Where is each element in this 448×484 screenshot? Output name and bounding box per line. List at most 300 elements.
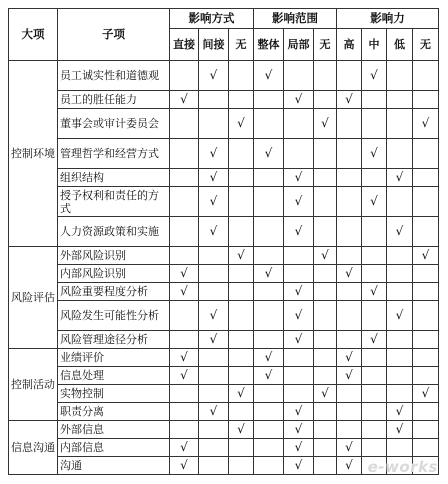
table-row: [9, 403, 439, 421]
mark-low: [387, 421, 413, 439]
check-mark-icon: √: [180, 440, 188, 454]
mark-direct: [170, 331, 199, 349]
mark-direct: [170, 109, 199, 139]
mark-high: [337, 265, 362, 283]
mark-way-none: [229, 349, 254, 367]
subheader-power-none: 无: [413, 29, 439, 61]
mark-way-none: [229, 265, 254, 283]
mark-scope-none: [314, 385, 337, 403]
mark-low: [387, 439, 413, 457]
mark-high: [337, 457, 362, 475]
mark-overall: [254, 61, 284, 91]
mark-direct: [170, 301, 199, 331]
mark-way-none: [229, 421, 254, 439]
impact-assessment-table: [8, 8, 439, 475]
mark-scope-none: [314, 457, 337, 475]
mark-power-none: [413, 217, 439, 247]
mark-direct: [170, 247, 199, 265]
mark-indirect: [199, 349, 229, 367]
mark-low: [387, 217, 413, 247]
category-cell: 控制活动: [9, 349, 58, 421]
check-mark-icon: √: [237, 248, 245, 262]
mark-overall: [254, 385, 284, 403]
mark-direct: [170, 91, 199, 109]
check-mark-icon: √: [180, 284, 188, 298]
mark-low: [387, 109, 413, 139]
mark-partial: [284, 139, 314, 169]
mark-medium: [362, 367, 387, 385]
check-mark-icon: √: [321, 248, 329, 262]
mark-power-none: [413, 247, 439, 265]
subheader-low: 低: [387, 29, 413, 61]
mark-way-none: [229, 367, 254, 385]
mark-way-none: [229, 187, 254, 217]
mark-high: [337, 331, 362, 349]
mark-medium: [362, 217, 387, 247]
mark-way-none: [229, 439, 254, 457]
check-mark-icon: √: [294, 458, 303, 472]
check-mark-icon: √: [421, 116, 430, 130]
mark-low: [387, 403, 413, 421]
mark-overall: [254, 439, 284, 457]
mark-medium: [362, 169, 387, 187]
item-label: 人力资源政策和实施: [58, 217, 170, 247]
mark-direct: [170, 403, 199, 421]
mark-medium: [362, 139, 387, 169]
mark-medium: [362, 283, 387, 301]
mark-scope-none: [314, 367, 337, 385]
mark-partial: [284, 349, 314, 367]
check-mark-icon: √: [395, 170, 404, 184]
check-mark-icon: √: [370, 194, 378, 208]
mark-overall: [254, 301, 284, 331]
subheader-high: 高: [337, 29, 362, 61]
mark-medium: [362, 385, 387, 403]
mark-direct: [170, 61, 199, 91]
item-label: 外部风险识别: [58, 247, 170, 265]
check-mark-icon: √: [180, 458, 188, 472]
item-label: 内部风险识别: [58, 265, 170, 283]
table-body: [9, 61, 439, 475]
item-label: 员工诚实性和道德观: [58, 61, 170, 91]
check-mark-icon: √: [345, 458, 353, 472]
mark-direct: [170, 187, 199, 217]
check-mark-icon: √: [321, 116, 329, 130]
mark-indirect: [199, 301, 229, 331]
mark-way-none: [229, 169, 254, 187]
mark-scope-none: [314, 109, 337, 139]
table-row: [9, 187, 439, 217]
mark-power-none: [413, 109, 439, 139]
mark-power-none: [413, 403, 439, 421]
mark-high: [337, 367, 362, 385]
mark-indirect: [199, 109, 229, 139]
check-mark-icon: √: [180, 350, 188, 364]
mark-scope-none: [314, 421, 337, 439]
table-row: [9, 301, 439, 331]
check-mark-icon: √: [209, 194, 218, 208]
mark-overall: [254, 331, 284, 349]
mark-medium: [362, 349, 387, 367]
mark-medium: [362, 421, 387, 439]
check-mark-icon: √: [264, 68, 273, 82]
mark-way-none: [229, 385, 254, 403]
mark-power-none: [413, 265, 439, 283]
check-mark-icon: √: [370, 332, 378, 346]
mark-partial: [284, 109, 314, 139]
mark-overall: [254, 109, 284, 139]
mark-indirect: [199, 283, 229, 301]
mark-indirect: [199, 265, 229, 283]
mark-scope-none: [314, 61, 337, 91]
mark-power-none: [413, 91, 439, 109]
table-row: [9, 331, 439, 349]
mark-indirect: [199, 439, 229, 457]
mark-power-none: [413, 301, 439, 331]
mark-overall: [254, 217, 284, 247]
mark-direct: [170, 265, 199, 283]
subheader-indirect: 间接: [199, 29, 229, 61]
check-mark-icon: √: [370, 284, 378, 298]
mark-indirect: [199, 385, 229, 403]
mark-scope-none: [314, 247, 337, 265]
mark-indirect: [199, 403, 229, 421]
mark-scope-none: [314, 283, 337, 301]
mark-scope-none: [314, 169, 337, 187]
item-label: 授予权利和责任的方式: [58, 187, 170, 217]
mark-partial: [284, 331, 314, 349]
mark-direct: [170, 349, 199, 367]
mark-low: [387, 247, 413, 265]
check-mark-icon: √: [180, 92, 188, 106]
item-label: 信息处理: [58, 367, 170, 385]
table-row: [9, 169, 439, 187]
mark-partial: [284, 169, 314, 187]
mark-overall: [254, 421, 284, 439]
mark-overall: [254, 91, 284, 109]
mark-high: [337, 403, 362, 421]
table-row: [9, 349, 439, 367]
mark-direct: [170, 367, 199, 385]
check-mark-icon: √: [294, 170, 303, 184]
category-cell: 风险评估: [9, 247, 58, 349]
item-label: 管理哲学和经营方式: [58, 139, 170, 169]
mark-overall: [254, 283, 284, 301]
subheader-way-none: 无: [229, 29, 254, 61]
mark-indirect: [199, 139, 229, 169]
mark-partial: [284, 187, 314, 217]
mark-indirect: [199, 91, 229, 109]
mark-scope-none: [314, 139, 337, 169]
mark-power-none: [413, 283, 439, 301]
mark-partial: [284, 301, 314, 331]
check-mark-icon: √: [395, 422, 404, 436]
header-category: 大项: [9, 9, 58, 61]
check-mark-icon: √: [237, 116, 245, 130]
mark-power-none: [413, 169, 439, 187]
check-mark-icon: √: [294, 404, 303, 418]
check-mark-icon: √: [209, 170, 218, 184]
mark-indirect: [199, 61, 229, 91]
mark-low: [387, 331, 413, 349]
check-mark-icon: √: [237, 386, 245, 400]
item-label: 内部信息: [58, 439, 170, 457]
mark-direct: [170, 139, 199, 169]
check-mark-icon: √: [345, 350, 353, 364]
mark-power-none: [413, 421, 439, 439]
mark-direct: [170, 457, 199, 475]
header-group-power: 影响力: [337, 9, 439, 29]
mark-medium: [362, 61, 387, 91]
item-label: 沟通: [58, 457, 170, 475]
check-mark-icon: √: [294, 440, 303, 454]
table-row: [9, 139, 439, 169]
mark-scope-none: [314, 349, 337, 367]
subheader-direct: 直接: [170, 29, 199, 61]
mark-indirect: [199, 187, 229, 217]
mark-medium: [362, 301, 387, 331]
mark-low: [387, 301, 413, 331]
table-row: [9, 91, 439, 109]
mark-partial: [284, 265, 314, 283]
check-mark-icon: √: [321, 386, 329, 400]
item-label: 董事会或审计委员会: [58, 109, 170, 139]
mark-way-none: [229, 61, 254, 91]
mark-indirect: [199, 217, 229, 247]
mark-overall: [254, 367, 284, 385]
mark-scope-none: [314, 403, 337, 421]
mark-high: [337, 139, 362, 169]
mark-high: [337, 349, 362, 367]
mark-indirect: [199, 421, 229, 439]
mark-high: [337, 109, 362, 139]
mark-partial: [284, 91, 314, 109]
check-mark-icon: √: [180, 368, 188, 382]
table-row: [9, 247, 439, 265]
mark-overall: [254, 139, 284, 169]
check-mark-icon: √: [395, 308, 404, 322]
table-row: [9, 217, 439, 247]
item-label: 职责分离: [58, 403, 170, 421]
check-mark-icon: √: [264, 266, 273, 280]
mark-partial: [284, 367, 314, 385]
mark-medium: [362, 331, 387, 349]
mark-low: [387, 91, 413, 109]
subheader-partial: 局部: [284, 29, 314, 61]
mark-power-none: [413, 139, 439, 169]
mark-partial: [284, 61, 314, 91]
mark-medium: [362, 187, 387, 217]
mark-direct: [170, 421, 199, 439]
mark-partial: [284, 457, 314, 475]
mark-overall: [254, 349, 284, 367]
item-label: 组织结构: [58, 169, 170, 187]
mark-direct: [170, 439, 199, 457]
mark-medium: [362, 439, 387, 457]
check-mark-icon: √: [294, 332, 303, 346]
mark-way-none: [229, 283, 254, 301]
mark-high: [337, 169, 362, 187]
mark-partial: [284, 283, 314, 301]
mark-way-none: [229, 331, 254, 349]
check-mark-icon: √: [294, 194, 303, 208]
table-row: [9, 421, 439, 439]
check-mark-icon: √: [294, 422, 303, 436]
table-row: [9, 265, 439, 283]
mark-scope-none: [314, 439, 337, 457]
item-label: 风险管理途径分析: [58, 331, 170, 349]
check-mark-icon: √: [209, 308, 218, 322]
check-mark-icon: √: [421, 386, 430, 400]
check-mark-icon: √: [237, 422, 245, 436]
subheader-medium: 中: [362, 29, 387, 61]
mark-overall: [254, 247, 284, 265]
item-label: 风险发生可能性分析: [58, 301, 170, 331]
check-mark-icon: √: [294, 284, 303, 298]
mark-scope-none: [314, 91, 337, 109]
mark-low: [387, 61, 413, 91]
check-mark-icon: √: [345, 368, 353, 382]
mark-high: [337, 283, 362, 301]
check-mark-icon: √: [264, 368, 273, 382]
table-row: [9, 367, 439, 385]
header-group-way: 影响方式: [170, 9, 254, 29]
mark-indirect: [199, 457, 229, 475]
mark-high: [337, 421, 362, 439]
eworks-logo: e-works: [367, 458, 438, 476]
mark-way-none: [229, 403, 254, 421]
check-mark-icon: √: [209, 224, 218, 238]
mark-low: [387, 187, 413, 217]
mark-way-none: [229, 217, 254, 247]
mark-overall: [254, 457, 284, 475]
check-mark-icon: √: [209, 404, 218, 418]
check-mark-icon: √: [345, 266, 353, 280]
category-cell: 控制环境: [9, 61, 58, 247]
mark-medium: [362, 109, 387, 139]
mark-high: [337, 217, 362, 247]
mark-high: [337, 385, 362, 403]
mark-direct: [170, 283, 199, 301]
mark-high: [337, 61, 362, 91]
mark-power-none: [413, 367, 439, 385]
table-row: [9, 439, 439, 457]
mark-direct: [170, 217, 199, 247]
mark-indirect: [199, 331, 229, 349]
check-mark-icon: √: [294, 224, 303, 238]
mark-indirect: [199, 169, 229, 187]
mark-power-none: [413, 187, 439, 217]
subheader-scope-none: 无: [314, 29, 337, 61]
mark-scope-none: [314, 301, 337, 331]
mark-partial: [284, 217, 314, 247]
mark-way-none: [229, 457, 254, 475]
mark-medium: [362, 265, 387, 283]
mark-high: [337, 247, 362, 265]
mark-low: [387, 385, 413, 403]
mark-power-none: [413, 331, 439, 349]
mark-medium: [362, 91, 387, 109]
mark-way-none: [229, 247, 254, 265]
mark-low: [387, 169, 413, 187]
mark-way-none: [229, 301, 254, 331]
mark-low: [387, 349, 413, 367]
mark-power-none: [413, 385, 439, 403]
mark-scope-none: [314, 217, 337, 247]
mark-low: [387, 265, 413, 283]
mark-direct: [170, 385, 199, 403]
check-mark-icon: √: [345, 92, 353, 106]
check-mark-icon: √: [180, 266, 188, 280]
mark-scope-none: [314, 187, 337, 217]
header-group-scope: 影响范围: [254, 9, 337, 29]
mark-overall: [254, 169, 284, 187]
subheader-overall: 整体: [254, 29, 284, 61]
mark-low: [387, 367, 413, 385]
mark-way-none: [229, 91, 254, 109]
mark-low: [387, 283, 413, 301]
item-label: 业绩评价: [58, 349, 170, 367]
mark-power-none: [413, 439, 439, 457]
check-mark-icon: √: [421, 248, 430, 262]
category-cell: 信息沟通: [9, 421, 58, 475]
check-mark-icon: √: [264, 146, 273, 160]
table-row: [9, 385, 439, 403]
mark-power-none: [413, 61, 439, 91]
mark-low: [387, 139, 413, 169]
mark-overall: [254, 403, 284, 421]
check-mark-icon: √: [395, 404, 404, 418]
mark-partial: [284, 421, 314, 439]
mark-power-none: [413, 349, 439, 367]
mark-high: [337, 439, 362, 457]
mark-scope-none: [314, 265, 337, 283]
item-label: 员工的胜任能力: [58, 91, 170, 109]
mark-partial: [284, 385, 314, 403]
check-mark-icon: √: [395, 224, 404, 238]
mark-high: [337, 91, 362, 109]
item-label: 实物控制: [58, 385, 170, 403]
mark-direct: [170, 169, 199, 187]
check-mark-icon: √: [370, 68, 378, 82]
check-mark-icon: √: [209, 332, 218, 346]
header-item: 子项: [58, 9, 170, 61]
mark-way-none: [229, 139, 254, 169]
table-row: [9, 61, 439, 91]
mark-medium: [362, 247, 387, 265]
check-mark-icon: √: [370, 146, 378, 160]
table-row: [9, 109, 439, 139]
mark-way-none: [229, 109, 254, 139]
mark-partial: [284, 403, 314, 421]
check-mark-icon: √: [209, 146, 218, 160]
mark-overall: [254, 187, 284, 217]
mark-overall: [254, 265, 284, 283]
mark-partial: [284, 247, 314, 265]
mark-high: [337, 187, 362, 217]
mark-indirect: [199, 367, 229, 385]
mark-medium: [362, 403, 387, 421]
table-row: [9, 283, 439, 301]
check-mark-icon: √: [294, 308, 303, 322]
mark-scope-none: [314, 331, 337, 349]
mark-partial: [284, 439, 314, 457]
check-mark-icon: √: [345, 440, 353, 454]
mark-high: [337, 301, 362, 331]
item-label: 风险重要程度分析: [58, 283, 170, 301]
check-mark-icon: √: [294, 92, 303, 106]
check-mark-icon: √: [264, 350, 273, 364]
